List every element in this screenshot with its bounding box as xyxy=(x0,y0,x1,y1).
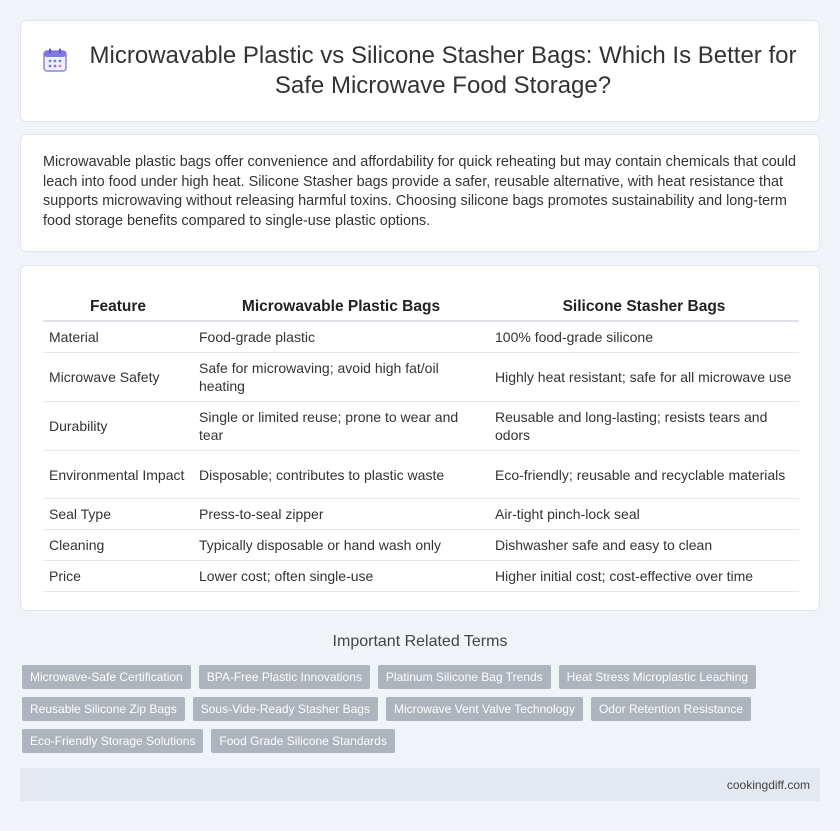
table-cell-plastic: Lower cost; often single-use xyxy=(193,561,489,592)
table-cell-plastic: Press-to-seal zipper xyxy=(193,499,489,530)
table-cell-feature: Seal Type xyxy=(43,499,193,530)
table-row xyxy=(43,353,799,402)
related-term-tag[interactable]: Reusable Silicone Zip Bags xyxy=(22,697,185,721)
page-title: Microwavable Plastic vs Silicone Stasher Bags: Which Is Better for Safe Microwave Food Storage? xyxy=(89,42,797,99)
comparison-table-card xyxy=(20,265,820,611)
related-term-tag[interactable]: Food Grade Silicone Standards xyxy=(211,729,394,753)
column-header-plastic: Microwavable Plastic Bags xyxy=(193,294,489,322)
related-terms-title: Important Related Terms xyxy=(332,633,508,650)
related-term-tag[interactable]: Microwave Vent Valve Technology xyxy=(386,697,583,721)
table-cell-silicone: Higher initial cost; cost-effective over time xyxy=(489,561,799,592)
related-term-tag[interactable]: Platinum Silicone Bag Trends xyxy=(378,665,551,689)
intro-card xyxy=(20,134,820,252)
table-cell-silicone: Highly heat resistant; safe for all microwave use xyxy=(489,353,799,402)
table-cell-silicone: Reusable and long-lasting; resists tears and odors xyxy=(489,402,799,451)
table-cell-feature: Price xyxy=(43,561,193,592)
related-term-tag[interactable]: Microwave-Safe Certification xyxy=(22,665,191,689)
table-cell-silicone: Dishwasher safe and easy to clean xyxy=(489,530,799,561)
table-row xyxy=(43,499,799,530)
table-row xyxy=(43,530,799,561)
table-cell-plastic: Typically disposable or hand wash only xyxy=(193,530,489,561)
table-row xyxy=(43,402,799,451)
calendar-icon xyxy=(42,47,68,73)
table-cell-plastic: Single or limited reuse; prone to wear and tear xyxy=(193,402,489,451)
table-cell-plastic: Food-grade plastic xyxy=(193,322,489,353)
table-cell-feature: Environmental Impact xyxy=(43,451,193,499)
table-cell-plastic: Disposable; contributes to plastic waste xyxy=(193,451,489,499)
table-cell-feature: Microwave Safety xyxy=(43,353,193,402)
table-row xyxy=(43,561,799,592)
table-row xyxy=(43,322,799,353)
column-header-silicone: Silicone Stasher Bags xyxy=(489,294,799,322)
table-cell-silicone: Air-tight pinch-lock seal xyxy=(489,499,799,530)
footer xyxy=(20,768,820,801)
header-card xyxy=(20,20,820,122)
related-term-tag[interactable]: Eco-Friendly Storage Solutions xyxy=(22,729,203,753)
table-cell-silicone: Eco-friendly; reusable and recyclable materials xyxy=(489,451,799,499)
related-term-tag[interactable]: Odor Retention Resistance xyxy=(591,697,751,721)
related-term-tag[interactable]: Sous-Vide-Ready Stasher Bags xyxy=(193,697,378,721)
table-cell-plastic: Safe for microwaving; avoid high fat/oil heating xyxy=(193,353,489,402)
table-cell-silicone: 100% food-grade silicone xyxy=(489,322,799,353)
column-header-feature: Feature xyxy=(43,294,193,322)
table-cell-feature: Material xyxy=(43,322,193,353)
table-header-row xyxy=(43,294,799,322)
related-term-tag[interactable]: Heat Stress Microplastic Leaching xyxy=(559,665,756,689)
table-cell-feature: Durability xyxy=(43,402,193,451)
related-term-tag[interactable]: BPA-Free Plastic Innovations xyxy=(199,665,370,689)
table-cell-feature: Cleaning xyxy=(43,530,193,561)
intro-text: Microwavable plastic bags offer convenience and affordability for quick reheating but may contain chemicals that could leach into food under high heat. Silicone Stasher bags provide a safer, reusable alternative, with heat resistance that supports microwaving without releasing harmful toxins. Choosing silicone bags promotes sustainability and long-term food storage benefits compared to single-use plastic options. xyxy=(43,154,796,229)
related-terms-tags xyxy=(22,665,822,761)
comparison-table xyxy=(43,294,799,592)
footer-site-link[interactable]: cookingdiff.com xyxy=(726,777,810,792)
table-row xyxy=(43,451,799,499)
